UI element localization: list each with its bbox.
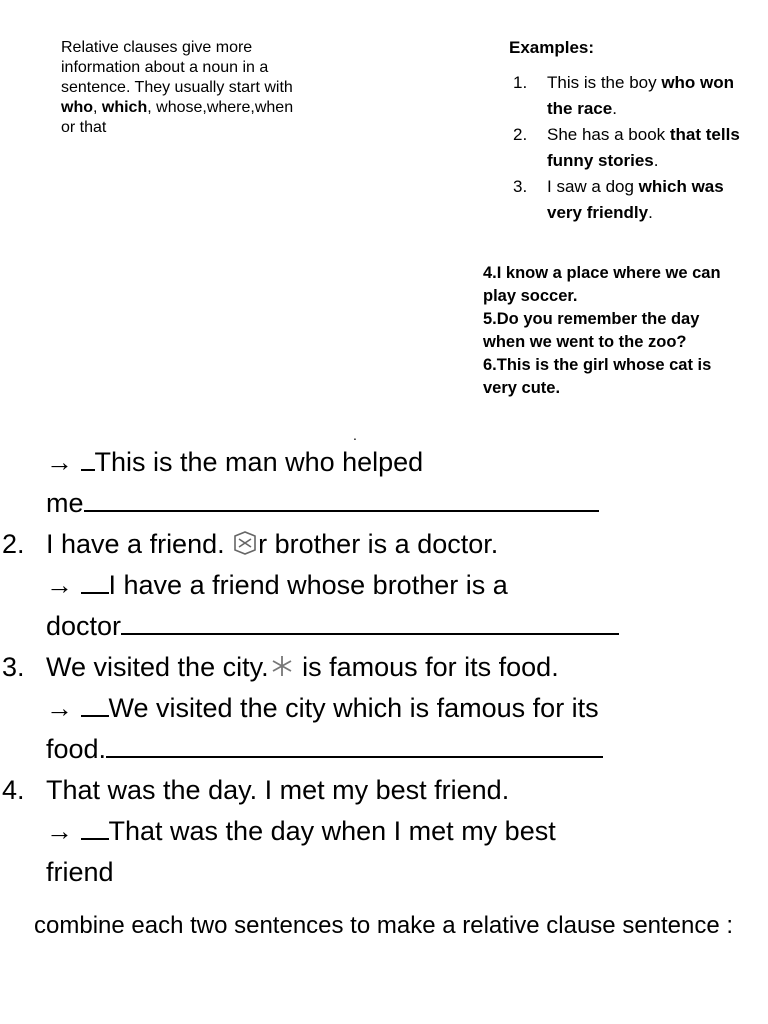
example-end: . bbox=[612, 99, 617, 118]
answer-blank bbox=[81, 445, 95, 471]
example-number: 3. bbox=[513, 177, 528, 196]
answer-blank bbox=[81, 568, 109, 594]
broken-image-icon bbox=[269, 653, 295, 679]
answer-underline bbox=[106, 730, 603, 758]
question-text-rest: r brother is a doctor. bbox=[258, 529, 499, 559]
example-bold: which was very friendly bbox=[547, 177, 724, 222]
example-number: 2. bbox=[513, 125, 528, 144]
examples-box bbox=[509, 38, 749, 226]
answer-underline bbox=[84, 484, 599, 512]
answer-text-cont: friend bbox=[46, 857, 114, 887]
intro-comma2: , bbox=[147, 99, 152, 116]
example-item bbox=[509, 122, 749, 174]
example-number: 1. bbox=[513, 73, 528, 92]
arrow-glyph: → bbox=[46, 693, 73, 723]
stray-mark: . bbox=[353, 427, 357, 443]
intro-comma1: , bbox=[93, 99, 102, 116]
broken-image-icon bbox=[232, 530, 258, 556]
example-item bbox=[509, 70, 749, 122]
question-number: 4. bbox=[2, 775, 25, 805]
extra-example: 6.This is the girl whose cat is very cute. bbox=[483, 356, 712, 397]
extra-example: 5.Do you remember the day when we went to the zoo? bbox=[483, 310, 700, 351]
instruction-text: combine each two sentences to make a relative clause sentence : bbox=[34, 912, 734, 939]
intro-text bbox=[61, 38, 306, 138]
example-bold: that tells funny stories bbox=[547, 125, 740, 170]
question-text: We visited the city. bbox=[46, 652, 269, 682]
answer-text: We visited the city which is famous for its bbox=[108, 693, 599, 723]
answer-text-cont: food. bbox=[46, 734, 107, 764]
answer-blank bbox=[81, 814, 109, 840]
example-end: . bbox=[653, 151, 659, 170]
answer-text: I have a friend whose brother is a bbox=[108, 570, 508, 600]
answer-text: That was the day when I met my best bbox=[108, 816, 556, 846]
example-plain: She has a book bbox=[547, 125, 670, 144]
answer-text-cont: me bbox=[46, 488, 84, 518]
intro-part1: Relative clauses give more information about a noun in a sentence. They usually start with bbox=[61, 39, 293, 96]
extra-example: 4.I know a place where we can play soccer. bbox=[483, 264, 721, 305]
extra-examples bbox=[483, 262, 723, 400]
question-number: 3. bbox=[2, 652, 25, 682]
arrow-glyph: → bbox=[46, 447, 73, 477]
arrow-glyph: → bbox=[46, 570, 73, 600]
example-end: . bbox=[648, 203, 653, 222]
answer-blank bbox=[81, 691, 109, 717]
question-text: I have a friend. bbox=[46, 529, 225, 559]
answer-underline bbox=[121, 607, 619, 635]
arrow-glyph: → bbox=[46, 816, 73, 846]
intro-rest: whose,where,when or that bbox=[61, 99, 294, 136]
example-bold: who won the race bbox=[547, 73, 735, 118]
examples-list bbox=[509, 70, 749, 226]
answer-text-cont: doctor bbox=[46, 611, 122, 641]
question-number: 2. bbox=[2, 529, 25, 559]
question-text: That was the day. I met my best friend. bbox=[46, 775, 510, 805]
intro-which: which bbox=[101, 99, 148, 116]
example-plain: I saw a dog bbox=[547, 177, 639, 196]
question-text-rest: is famous for its food. bbox=[294, 652, 559, 682]
example-item bbox=[509, 174, 749, 226]
worksheet bbox=[0, 427, 768, 887]
answer-text: This is the man who helped bbox=[94, 447, 424, 477]
example-plain: This is the boy bbox=[547, 73, 662, 92]
examples-title: Examples: bbox=[509, 38, 595, 57]
intro-who: who bbox=[61, 99, 93, 116]
